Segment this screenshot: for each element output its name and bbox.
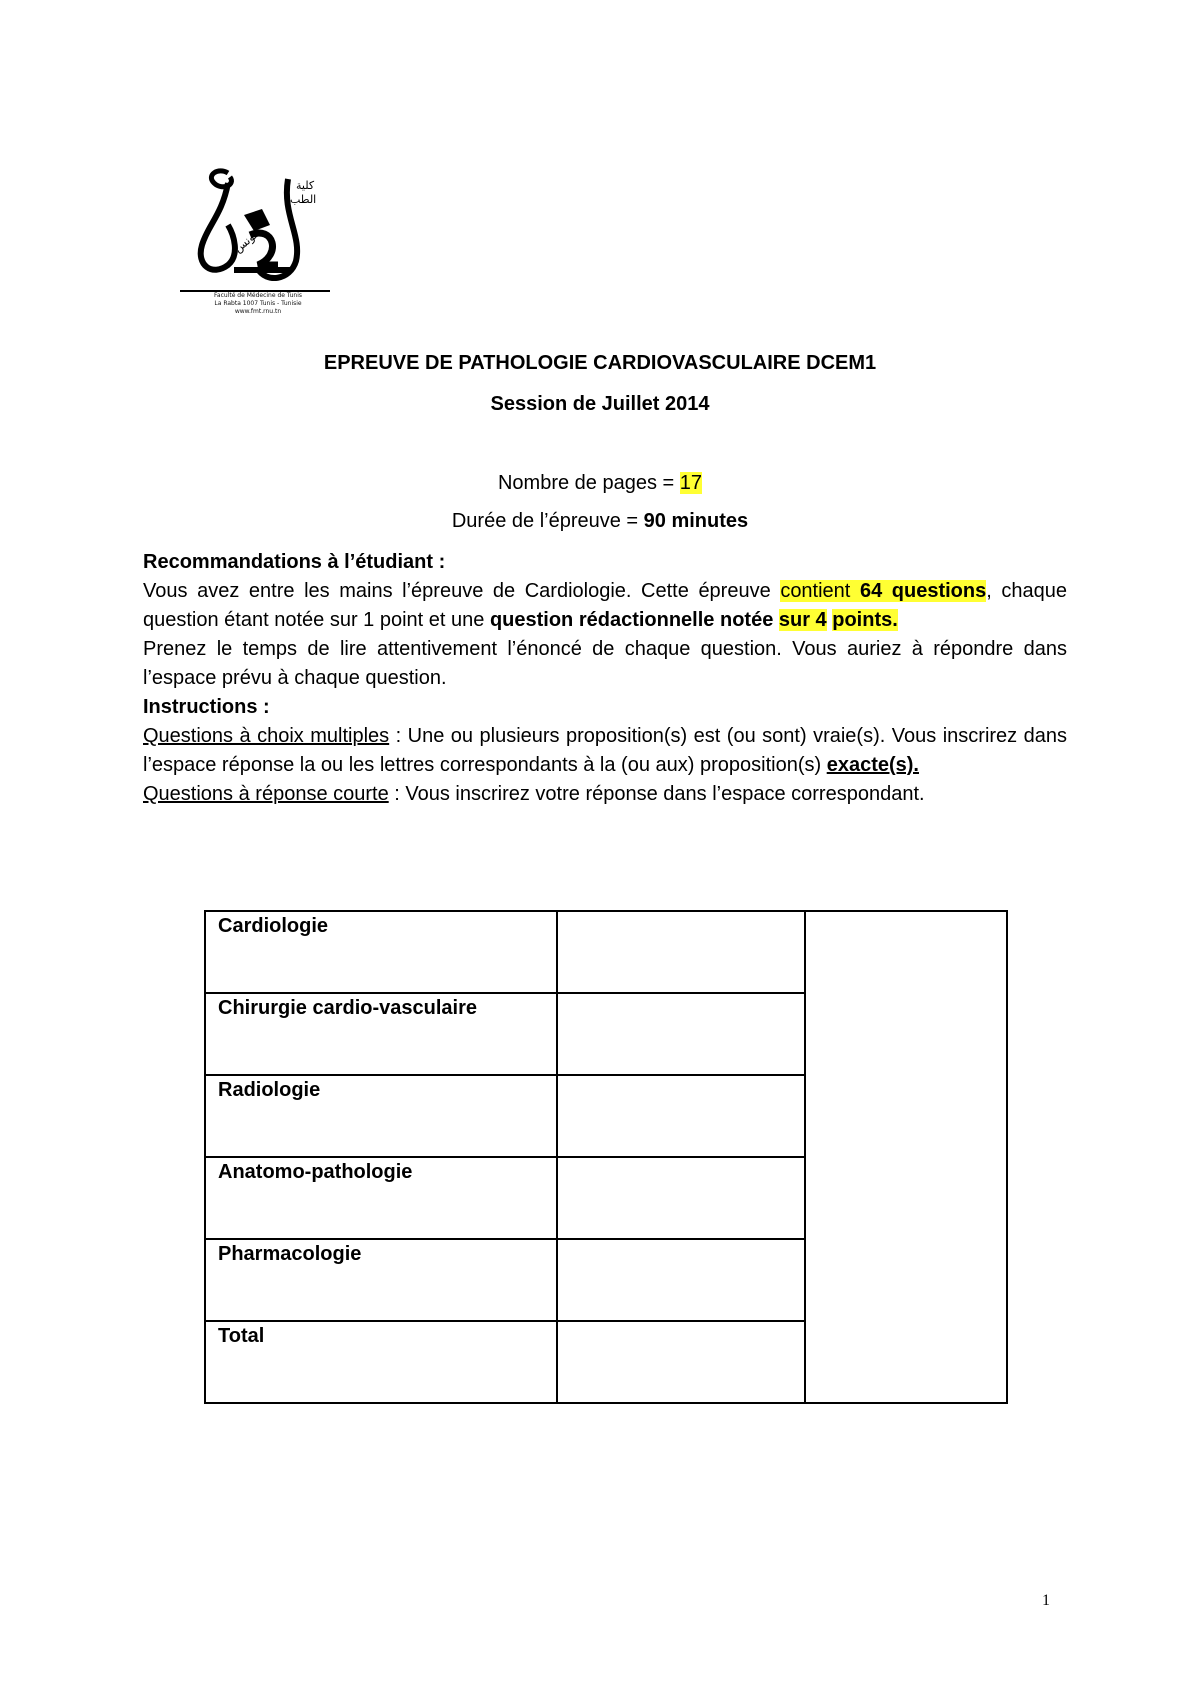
svg-text:بتونس: بتونس <box>231 226 263 256</box>
reading-advice-paragraph: Prenez le temps de lire attentivement l’énoncé de chaque question. Vous auriez à répondre dans l’espace prévu à chaque question. <box>143 638 1067 689</box>
duration-line <box>0 510 1200 533</box>
recommendations-heading: Recommandations à l’étudiant : <box>143 551 446 573</box>
logo-caption-line: Faculté de Médecine de Tunis <box>214 292 302 299</box>
logo-caption-line: www.fmt.rnu.tn <box>234 308 282 315</box>
total-score-cell <box>805 911 1007 1403</box>
score-cell <box>557 1239 805 1321</box>
score-cell <box>557 911 805 993</box>
page-count-line <box>0 472 1200 495</box>
faculty-logo-icon <box>178 165 338 295</box>
score-row-label: Cardiologie <box>205 911 557 993</box>
qroc-instructions: Questions à réponse courte : Vous inscrirez votre réponse dans l’espace correspondant. <box>143 783 925 805</box>
score-table <box>204 910 1008 1404</box>
page-count-label: Nombre de pages = <box>497 472 680 494</box>
svg-text:الطب: الطب <box>290 193 317 206</box>
exam-title: EPREUVE DE PATHOLOGIE CARDIOVASCULAIRE DCEM1 <box>323 352 877 374</box>
score-cell <box>557 1075 805 1157</box>
score-cell <box>557 1157 805 1239</box>
page-number: 1 <box>1042 1592 1050 1609</box>
page-count-value: 17 <box>679 472 703 494</box>
qcm-instructions: Questions à choix multiples : Une ou plusieurs proposition(s) est (ou sont) vraie(s). Vous inscrirez dans l’espace réponse la ou les lettres correspondants à la (ou aux) proposition(s) exacte(s). <box>143 725 1067 776</box>
score-row-label: Pharmacologie <box>205 1239 557 1321</box>
score-row-label: Chirurgie cardio-vasculaire <box>205 993 557 1075</box>
exam-instructions <box>143 548 1067 809</box>
duration-value: 90 minutes <box>643 510 749 532</box>
logo-arabic-text: كلية <box>296 179 315 192</box>
logo-caption <box>178 292 338 316</box>
instructions-heading: Instructions : <box>143 696 270 718</box>
recommendations-paragraph: Vous avez entre les mains l’épreuve de Cardiologie. Cette épreuve contient 64 questions, chaque question étant notée sur 1 point et une question rédactionnelle notée sur 4 points. <box>143 580 1068 631</box>
score-cell <box>557 993 805 1075</box>
score-row-label: Anatomo-pathologie <box>205 1157 557 1239</box>
logo-caption-line: La Rabta 1007 Tunis - Tunisie <box>214 300 302 307</box>
score-cell <box>557 1321 805 1403</box>
duration-label: Durée de l’épreuve = <box>451 510 644 532</box>
score-row-label: Total <box>205 1321 557 1403</box>
exam-session: Session de Juillet 2014 <box>490 393 710 415</box>
score-row-label: Radiologie <box>205 1075 557 1157</box>
table-row <box>205 911 1007 993</box>
